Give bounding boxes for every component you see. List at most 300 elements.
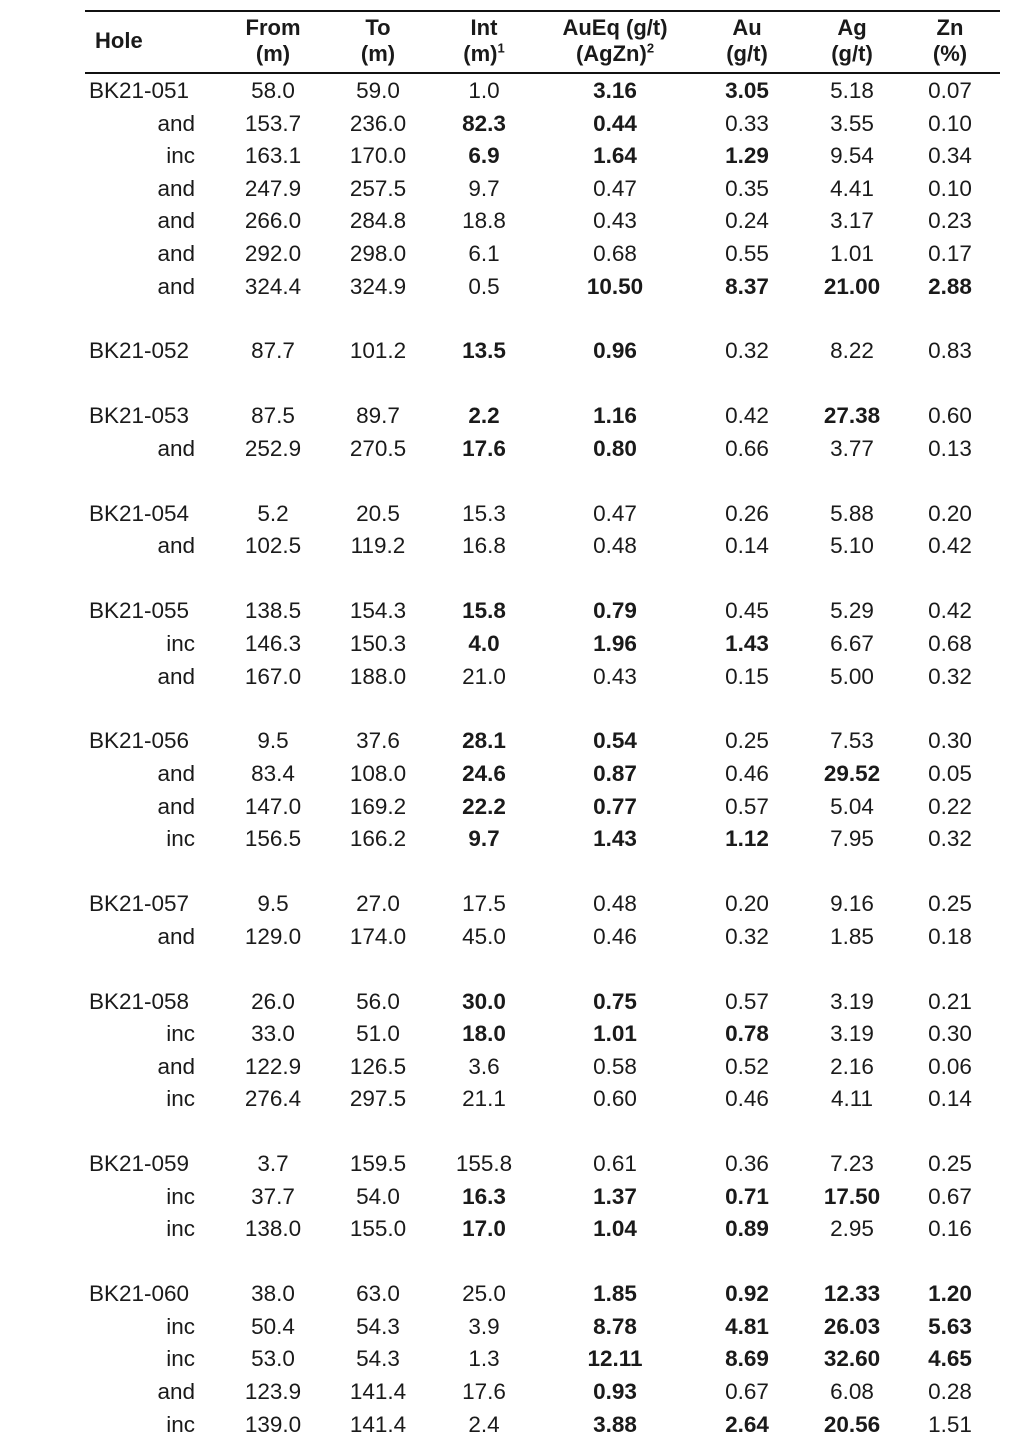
cell-int: 6.9	[468, 143, 500, 169]
cell-au: 0.57	[725, 988, 769, 1014]
cell-from: 26.0	[251, 988, 295, 1014]
cell-to: 56.0	[356, 988, 400, 1014]
cell-from: 122.9	[244, 1053, 302, 1079]
cell-zn: 0.30	[928, 728, 972, 754]
cell-to: 119.2	[350, 533, 406, 559]
cell-ag: 2.16	[830, 1053, 874, 1079]
table-row	[85, 888, 1000, 921]
cell-zn: 0.10	[928, 175, 972, 201]
cell-from: 83.4	[251, 760, 295, 786]
cell-to: 236.0	[349, 110, 407, 136]
cell-aueq: 10.50	[586, 273, 644, 299]
header-aueq: AuEq (g/t) (AgZn)$^2$	[562, 15, 668, 66]
table-row	[85, 1409, 1000, 1442]
cell-int: 1.3	[468, 1346, 500, 1372]
cell-to: 159.5	[349, 1151, 407, 1177]
cell-int: 30.0	[462, 988, 506, 1014]
header-hole: Hole	[95, 28, 143, 53]
cell-zn: 0.42	[928, 533, 972, 559]
cell-ag: 3.77	[830, 435, 874, 461]
cell-zn: 0.21	[928, 988, 972, 1014]
cell-from: 3.7	[257, 1151, 289, 1177]
cell-au: 0.52	[725, 1053, 769, 1079]
cell-to: 257.5	[349, 175, 407, 201]
cell-to: 89.7	[356, 403, 400, 429]
cell-hole: and	[157, 110, 195, 136]
cell-hole: and	[157, 208, 195, 234]
cell-au: 3.05	[725, 78, 769, 103]
cell-ag: 5.88	[830, 500, 874, 526]
cell-au: 0.78	[725, 1021, 769, 1047]
cell-aueq: 0.75	[593, 988, 637, 1014]
cell-aueq: 0.43	[593, 663, 637, 689]
cell-aueq: 1.37	[593, 1183, 637, 1209]
cell-ag: 7.95	[830, 826, 874, 852]
cell-to: 54.3	[356, 1313, 400, 1339]
cell-from: 87.5	[251, 403, 295, 429]
cell-from: 292.0	[244, 240, 302, 266]
table-row	[85, 238, 1000, 271]
cell-hole: inc	[166, 630, 195, 656]
cell-from: 163.1	[244, 143, 302, 169]
cell-int: 3.6	[468, 1053, 500, 1079]
cell-to: 174.0	[349, 923, 407, 949]
cell-ag: 5.10	[830, 533, 874, 559]
cell-hole: inc	[166, 826, 195, 852]
cell-hole: BK21-059	[89, 1151, 190, 1177]
cell-au: 0.57	[725, 793, 769, 819]
cell-aueq: 0.43	[593, 208, 637, 234]
cell-zn: 0.60	[928, 403, 972, 429]
header-zn: Zn (%)	[932, 15, 968, 66]
table-row	[85, 791, 1000, 824]
cell-from: 102.5	[244, 533, 302, 559]
cell-zn: 0.28	[928, 1379, 972, 1405]
cell-to: 126.5	[349, 1053, 407, 1079]
cell-au: 0.14	[725, 533, 769, 559]
cell-ag: 12.33	[823, 1281, 881, 1307]
cell-to: 54.3	[356, 1346, 400, 1372]
cell-zn: 5.63	[928, 1313, 972, 1339]
table-row	[85, 1181, 1000, 1214]
cell-from: 138.5	[244, 598, 302, 624]
cell-from: 146.3	[244, 630, 302, 656]
cell-aueq: 12.11	[587, 1346, 643, 1372]
cell-zn: 0.83	[928, 338, 972, 364]
cell-zn: 0.67	[928, 1183, 972, 1209]
cell-to: 169.2	[349, 793, 407, 819]
cell-au: 8.37	[725, 273, 769, 299]
cell-aueq: 0.48	[593, 533, 637, 559]
table-row	[85, 986, 1000, 1019]
cell-from: 276.4	[244, 1086, 302, 1112]
cell-ag: 21.00	[823, 273, 881, 299]
header-from: From (m)	[245, 15, 301, 66]
cell-hole: inc	[166, 1346, 195, 1372]
cell-ag: 3.17	[830, 208, 874, 234]
cell-ag: 7.23	[830, 1151, 874, 1177]
cell-from: 266.0	[244, 208, 302, 234]
cell-ag: 32.60	[823, 1346, 881, 1372]
cell-ag: 9.16	[830, 891, 874, 917]
cell-ag: 2.95	[830, 1216, 874, 1242]
cell-au: 0.55	[725, 240, 769, 266]
cell-from: 324.4	[244, 273, 302, 299]
cell-hole: inc	[166, 1183, 195, 1209]
cell-ag: 20.56	[823, 1411, 881, 1437]
cell-ag: 4.41	[830, 175, 874, 201]
table-row	[85, 140, 1000, 173]
cell-aueq: 0.68	[593, 240, 637, 266]
cell-zn: 0.22	[928, 793, 972, 819]
cell-aueq: 0.60	[593, 1086, 637, 1112]
cell-from: 129.0	[244, 923, 302, 949]
cell-au: 4.81	[725, 1313, 769, 1339]
cell-hole: and	[157, 533, 195, 559]
cell-int: 1.0	[468, 78, 500, 103]
table-row	[85, 921, 1000, 954]
cell-to: 155.0	[349, 1216, 407, 1242]
cell-au: 0.46	[725, 1086, 769, 1112]
cell-aueq: 0.48	[593, 891, 637, 917]
cell-zn: 0.13	[928, 435, 972, 461]
cell-ag: 27.38	[823, 403, 881, 429]
cell-ag: 1.01	[830, 240, 874, 266]
cell-hole: and	[157, 435, 195, 461]
cell-int: 2.2	[468, 403, 500, 429]
cell-au: 0.20	[725, 891, 769, 917]
cell-ag: 5.18	[830, 78, 874, 103]
cell-zn: 0.17	[928, 240, 972, 266]
cell-from: 87.7	[251, 338, 295, 364]
cell-ag: 7.53	[830, 728, 874, 754]
header-int: Int $(m)^1$	[463, 15, 505, 66]
table-row	[85, 433, 1000, 466]
cell-aueq: 1.04	[593, 1216, 637, 1242]
cell-au: 1.29	[725, 143, 769, 169]
cell-int: 24.6	[462, 760, 506, 786]
cell-au: 0.35	[725, 175, 769, 201]
cell-ag: 3.55	[830, 110, 874, 136]
cell-ag: 26.03	[823, 1313, 881, 1339]
table-row	[85, 1018, 1000, 1051]
cell-from: 252.9	[244, 435, 302, 461]
cell-from: 5.2	[257, 500, 289, 526]
cell-aueq: 0.79	[593, 598, 637, 624]
cell-to: 51.0	[356, 1021, 400, 1047]
cell-int: 22.2	[462, 793, 506, 819]
cell-from: 156.5	[244, 826, 302, 852]
cell-zn: 0.32	[928, 663, 972, 689]
cell-from: 153.7	[244, 110, 302, 136]
cell-int: 2.4	[468, 1411, 500, 1437]
cell-aueq: 3.88	[593, 1411, 637, 1437]
cell-aueq: 0.87	[593, 760, 637, 786]
cell-hole: BK21-053	[89, 403, 190, 429]
table-row	[85, 271, 1000, 304]
cell-hole: and	[157, 1053, 195, 1079]
cell-aueq: 1.01	[593, 1021, 637, 1047]
cell-hole: and	[157, 793, 195, 819]
table-row	[85, 595, 1000, 628]
cell-aueq: 0.96	[593, 338, 637, 364]
cell-to: 108.0	[349, 760, 407, 786]
table-row	[85, 108, 1000, 141]
cell-au: 0.46	[725, 760, 769, 786]
cell-zn: 0.07	[928, 78, 972, 103]
cell-from: 50.4	[251, 1313, 295, 1339]
cell-zn: 2.88	[928, 273, 972, 299]
cell-int: 15.3	[462, 500, 506, 526]
cell-zn: 0.30	[928, 1021, 972, 1047]
cell-hole: inc	[166, 1313, 195, 1339]
cell-to: 59.0	[356, 78, 400, 103]
cell-zn: 0.23	[928, 208, 972, 234]
cell-to: 27.0	[356, 891, 400, 917]
cell-au: 0.66	[725, 435, 769, 461]
cell-int: 6.1	[468, 240, 500, 266]
cell-au: 0.71	[725, 1183, 769, 1209]
cell-hole: BK21-051	[89, 78, 190, 103]
cell-to: 284.8	[349, 208, 407, 234]
table-row	[85, 823, 1000, 856]
cell-from: 53.0	[251, 1346, 295, 1372]
cell-zn: 0.06	[928, 1053, 972, 1079]
cell-int: 0.5	[468, 273, 500, 299]
cell-aueq: 1.16	[593, 403, 637, 429]
table-header	[85, 10, 1000, 74]
table-row	[85, 1148, 1000, 1181]
cell-aueq: 0.47	[593, 175, 637, 201]
cell-to: 101.2	[349, 338, 407, 364]
cell-hole: and	[157, 923, 195, 949]
cell-hole: BK21-052	[89, 338, 190, 364]
table-row	[85, 1278, 1000, 1311]
cell-int: 16.8	[462, 533, 506, 559]
header-to: To (m)	[360, 15, 396, 66]
cell-hole: BK21-058	[89, 988, 190, 1014]
cell-au: 0.33	[725, 110, 769, 136]
cell-zn: 1.51	[928, 1411, 972, 1437]
cell-hole: BK21-060	[89, 1281, 190, 1307]
cell-to: 188.0	[349, 663, 407, 689]
cell-au: 0.32	[725, 923, 769, 949]
cell-au: 0.24	[725, 208, 769, 234]
table-row	[85, 173, 1000, 206]
cell-ag: 5.04	[830, 793, 874, 819]
cell-ag: 17.50	[823, 1183, 881, 1209]
cell-int: 15.8	[462, 598, 506, 624]
cell-ag: 1.85	[830, 923, 874, 949]
cell-zn: 4.65	[928, 1346, 972, 1372]
cell-int: 17.5	[462, 891, 506, 917]
cell-ag: 6.67	[830, 630, 874, 656]
cell-au: 0.15	[725, 663, 769, 689]
cell-int: 13.5	[462, 338, 506, 364]
cell-to: 270.5	[349, 435, 407, 461]
table-row	[85, 530, 1000, 563]
cell-au: 1.43	[725, 630, 769, 656]
cell-zn: 0.16	[928, 1216, 972, 1242]
cell-ag: 5.29	[830, 598, 874, 624]
cell-to: 154.3	[349, 598, 407, 624]
cell-aueq: 1.96	[593, 630, 637, 656]
cell-to: 20.5	[356, 500, 400, 526]
cell-aueq: 0.47	[593, 500, 637, 526]
cell-hole: and	[157, 760, 195, 786]
cell-au: 0.92	[725, 1281, 769, 1307]
cell-hole: and	[157, 273, 195, 299]
cell-zn: 0.42	[928, 598, 972, 624]
cell-from: 9.5	[257, 728, 289, 754]
cell-zn: 0.18	[928, 923, 972, 949]
cell-aueq: 1.64	[593, 143, 637, 169]
cell-int: 25.0	[462, 1281, 506, 1307]
cell-au: 0.42	[725, 403, 769, 429]
cell-from: 9.5	[257, 891, 289, 917]
cell-zn: 1.20	[928, 1281, 972, 1307]
table-row	[85, 725, 1000, 758]
cell-int: 17.0	[462, 1216, 506, 1242]
cell-int: 9.7	[468, 826, 500, 852]
cell-aueq: 0.46	[593, 923, 637, 949]
cell-ag: 5.00	[830, 663, 874, 689]
cell-zn: 0.34	[928, 143, 972, 169]
table-row	[85, 1051, 1000, 1084]
cell-from: 167.0	[244, 663, 302, 689]
cell-int: 4.0	[468, 630, 500, 656]
cell-zn: 0.14	[928, 1086, 972, 1112]
table-row	[85, 335, 1000, 368]
cell-au: 0.32	[725, 338, 769, 364]
header-au: Au (g/t)	[726, 15, 768, 66]
table-row	[85, 498, 1000, 531]
table-row	[85, 661, 1000, 694]
cell-aueq: 0.54	[593, 728, 637, 754]
cell-au: 0.25	[725, 728, 769, 754]
cell-to: 298.0	[349, 240, 407, 266]
cell-ag: 4.11	[830, 1086, 874, 1112]
cell-zn: 0.10	[928, 110, 972, 136]
cell-au: 0.89	[725, 1216, 769, 1242]
cell-int: 155.8	[455, 1151, 513, 1177]
cell-aueq: 0.93	[593, 1379, 637, 1405]
cell-au: 1.12	[725, 826, 769, 852]
cell-from: 38.0	[251, 1281, 295, 1307]
table-row	[85, 400, 1000, 433]
table-row	[85, 1213, 1000, 1246]
cell-to: 150.3	[349, 630, 407, 656]
cell-aueq: 3.16	[593, 78, 637, 103]
table-row	[85, 1376, 1000, 1409]
assay-results-table	[85, 10, 1000, 1441]
cell-zn: 0.05	[928, 760, 972, 786]
cell-from: 33.0	[251, 1021, 295, 1047]
table-row	[85, 1311, 1000, 1344]
cell-from: 58.0	[251, 78, 295, 103]
cell-hole: inc	[166, 143, 195, 169]
cell-au: 0.45	[725, 598, 769, 624]
cell-int: 17.6	[462, 1379, 506, 1405]
header-ag: Ag (g/t)	[831, 15, 873, 66]
cell-hole: and	[157, 240, 195, 266]
cell-hole: inc	[166, 1216, 195, 1242]
cell-hole: BK21-055	[89, 598, 190, 624]
cell-hole: BK21-054	[89, 500, 190, 526]
cell-au: 0.36	[725, 1151, 769, 1177]
cell-zn: 0.25	[928, 891, 972, 917]
cell-aueq: 0.58	[593, 1053, 637, 1079]
cell-to: 141.4	[349, 1411, 407, 1437]
cell-aueq: 0.61	[593, 1151, 637, 1177]
cell-ag: 8.22	[830, 338, 874, 364]
cell-ag: 29.52	[823, 760, 881, 786]
cell-au: 0.67	[725, 1379, 769, 1405]
cell-aueq: 8.78	[593, 1313, 637, 1339]
cell-au: 0.26	[725, 500, 769, 526]
cell-hole: inc	[166, 1086, 195, 1112]
cell-from: 138.0	[244, 1216, 302, 1242]
cell-from: 37.7	[251, 1183, 295, 1209]
cell-hole: BK21-057	[89, 891, 190, 917]
cell-zn: 0.68	[928, 630, 972, 656]
cell-hole: inc	[166, 1411, 195, 1437]
cell-ag: 3.19	[830, 1021, 874, 1047]
cell-zn: 0.25	[928, 1151, 972, 1177]
cell-au: 8.69	[725, 1346, 769, 1372]
cell-zn: 0.20	[928, 500, 972, 526]
cell-int: 17.6	[462, 435, 506, 461]
cell-int: 16.3	[462, 1183, 506, 1209]
table-body	[85, 75, 1000, 1441]
cell-to: 166.2	[349, 826, 407, 852]
cell-ag: 9.54	[830, 143, 874, 169]
cell-ag: 6.08	[830, 1379, 874, 1405]
cell-aueq: 1.43	[593, 826, 637, 852]
cell-int: 82.3	[462, 110, 506, 136]
table-row	[85, 1343, 1000, 1376]
cell-ag: 3.19	[830, 988, 874, 1014]
cell-hole: inc	[166, 1021, 195, 1047]
cell-aueq: 0.80	[593, 435, 637, 461]
cell-au: 2.64	[725, 1411, 769, 1437]
cell-hole: and	[157, 663, 195, 689]
cell-aueq: 0.44	[593, 110, 637, 136]
cell-to: 324.9	[349, 273, 407, 299]
table-row	[85, 75, 1000, 108]
cell-int: 18.0	[462, 1021, 506, 1047]
cell-int: 21.1	[462, 1086, 506, 1112]
table-row	[85, 758, 1000, 791]
cell-zn: 0.32	[928, 826, 972, 852]
table-row	[85, 628, 1000, 661]
cell-from: 147.0	[244, 793, 302, 819]
cell-to: 141.4	[349, 1379, 407, 1405]
cell-hole: and	[157, 175, 195, 201]
cell-aueq: 1.85	[593, 1281, 637, 1307]
cell-to: 170.0	[349, 143, 407, 169]
cell-from: 139.0	[244, 1411, 302, 1437]
cell-int: 28.1	[462, 728, 506, 754]
cell-to: 63.0	[356, 1281, 400, 1307]
cell-int: 9.7	[468, 175, 500, 201]
table-row	[85, 205, 1000, 238]
cell-hole: BK21-056	[89, 728, 190, 754]
cell-int: 3.9	[468, 1313, 500, 1339]
cell-from: 247.9	[244, 175, 302, 201]
cell-int: 18.8	[462, 208, 506, 234]
cell-to: 37.6	[356, 728, 400, 754]
